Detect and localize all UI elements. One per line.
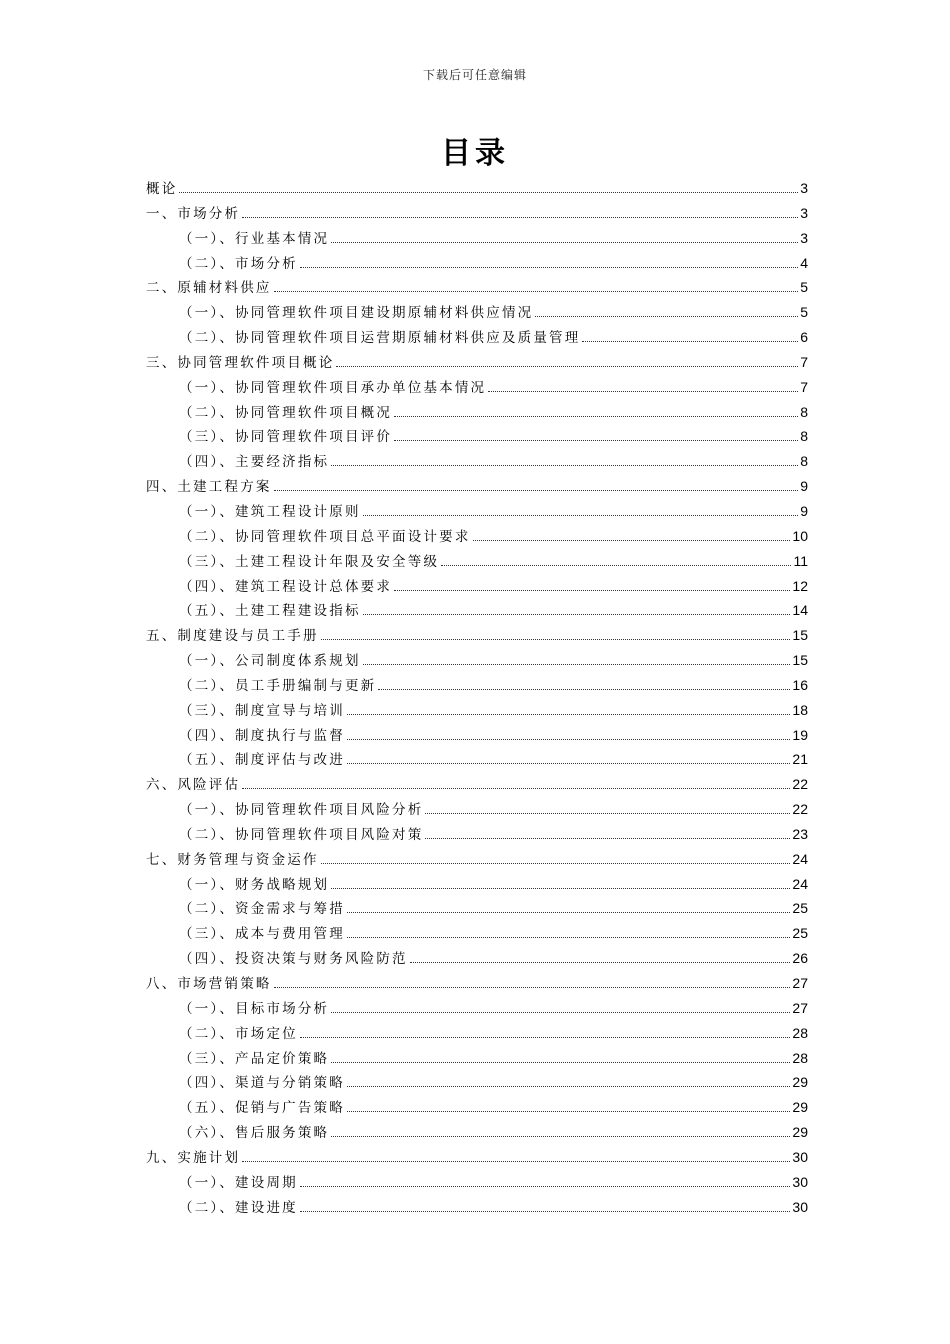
toc-dot-leader	[363, 663, 791, 665]
toc-entry-label: （一）、建筑工程设计原则	[179, 503, 361, 520]
toc-entry-label: （二）、协同管理软件项目风险对策	[179, 826, 424, 843]
toc-dot-leader	[441, 564, 791, 566]
toc-entry[interactable]	[146, 872, 808, 897]
toc-entry-page: 30	[792, 1173, 808, 1190]
toc-entry-label: （四）、建筑工程设计总体要求	[179, 578, 393, 595]
toc-dot-leader	[300, 1210, 791, 1212]
toc-entry[interactable]	[146, 449, 808, 474]
toc-entry-page: 8	[800, 453, 808, 470]
toc-entry[interactable]	[146, 549, 808, 574]
toc-entry[interactable]	[146, 896, 808, 921]
toc-dot-leader	[242, 787, 790, 789]
toc-dot-leader	[488, 390, 798, 392]
toc-entry-page: 25	[792, 900, 808, 917]
toc-entry[interactable]	[146, 772, 808, 797]
toc-dot-leader	[179, 191, 798, 193]
toc-entry-page: 26	[792, 950, 808, 967]
toc-entry[interactable]	[146, 1195, 808, 1220]
toc-entry[interactable]	[146, 1046, 808, 1071]
toc-entry-page: 23	[792, 825, 808, 842]
toc-entry-page: 15	[792, 627, 808, 644]
toc-entry-label: （二）、建设进度	[179, 1199, 298, 1216]
toc-entry-page: 6	[800, 329, 808, 346]
toc-dot-leader	[274, 489, 799, 491]
toc-dot-leader	[331, 241, 798, 243]
toc-entry-label: 六、风险评估	[146, 777, 241, 794]
toc-entry-label: 一、市场分析	[146, 205, 241, 222]
toc-entry[interactable]	[146, 847, 808, 872]
toc-entry[interactable]	[146, 424, 808, 449]
toc-entry-page: 27	[792, 975, 808, 991]
toc-entry-page: 5	[800, 304, 808, 321]
toc-entry-label: （一）、建设周期	[179, 1174, 298, 1191]
toc-entry[interactable]	[146, 176, 808, 201]
toc-entry-page: 11	[793, 552, 808, 569]
toc-entry-label: （二）、员工手册编制与更新	[179, 677, 377, 694]
toc-dot-leader	[242, 1160, 790, 1162]
toc-entry[interactable]	[146, 226, 808, 251]
toc-entry-page: 7	[800, 353, 808, 370]
page-header: 下载后可任意编辑	[422, 68, 527, 82]
toc-entry-page: 15	[792, 652, 808, 669]
toc-entry-label: 四、土建工程方案	[146, 479, 272, 496]
toc-entry[interactable]	[146, 822, 808, 847]
toc-entry-label: （六）、售后服务策略	[179, 1125, 330, 1142]
toc-entry-label: （五）、土建工程建设指标	[179, 603, 361, 620]
toc-dot-leader	[394, 415, 798, 417]
toc-dot-leader	[535, 315, 798, 317]
toc-entry-label: （三）、产品定价策略	[179, 1050, 330, 1067]
toc-entry-label: （一）、行业基本情况	[179, 230, 330, 247]
toc-entry-label: （四）、投资决策与财务风险防范	[179, 951, 408, 968]
toc-entry[interactable]	[146, 375, 808, 400]
toc-entry-page: 29	[792, 1074, 808, 1091]
toc-dot-leader	[274, 290, 799, 292]
toc-entry[interactable]	[146, 598, 808, 623]
toc-entry-label: （二）、协同管理软件项目概况	[179, 404, 393, 421]
toc-entry-page: 18	[792, 701, 808, 718]
toc-dot-leader	[331, 887, 790, 889]
toc-entry[interactable]	[146, 797, 808, 822]
toc-entry-page: 5	[800, 279, 808, 296]
toc-dot-leader	[331, 464, 798, 466]
toc-entry-page: 28	[792, 1049, 808, 1066]
toc-entry[interactable]	[146, 574, 808, 599]
toc-entry-page: 8	[800, 403, 808, 420]
toc-entry-label: 五、制度建设与员工手册	[146, 628, 319, 645]
toc-entry-page: 22	[792, 801, 808, 818]
toc-entry-page: 14	[792, 602, 808, 619]
toc-dot-leader	[347, 1085, 790, 1087]
toc-entry-page: 16	[792, 676, 808, 693]
toc-entry-page: 30	[792, 1198, 808, 1215]
toc-entry[interactable]	[146, 474, 808, 499]
toc-entry[interactable]	[146, 1095, 808, 1120]
toc-dot-leader	[300, 266, 798, 268]
toc-entry[interactable]	[146, 300, 808, 325]
toc-entry-page: 22	[792, 776, 808, 793]
toc-entry-label: （四）、制度执行与监督	[179, 727, 345, 744]
toc-dot-leader	[363, 613, 791, 615]
toc-dot-leader	[425, 812, 790, 814]
toc-entry-page: 25	[792, 925, 808, 942]
toc-dot-leader	[394, 589, 790, 591]
toc-entry-label: （三）、成本与费用管理	[179, 926, 345, 943]
toc-entry-label: （一）、协同管理软件项目建设期原辅材料供应情况	[179, 305, 534, 322]
toc-entry[interactable]	[146, 723, 808, 748]
toc-dot-leader	[300, 1185, 791, 1187]
toc-entry[interactable]	[146, 673, 808, 698]
toc-entry[interactable]	[146, 747, 808, 772]
toc-entry-label: （一）、协同管理软件项目承办单位基本情况	[179, 379, 487, 396]
toc-dot-leader	[347, 738, 790, 740]
toc-entry-page: 4	[800, 254, 808, 271]
toc-entry-label: （二）、协同管理软件项目运营期原辅材料供应及质量管理	[179, 330, 581, 347]
toc-entry-label: 七、财务管理与资金运作	[146, 851, 319, 868]
toc-dot-leader	[274, 986, 791, 988]
toc-entry-page: 29	[792, 1124, 808, 1141]
toc-entry-page: 7	[800, 378, 808, 395]
toc-dot-leader	[410, 961, 791, 963]
toc-entry[interactable]	[146, 698, 808, 723]
toc-dot-leader	[300, 1036, 791, 1038]
toc-entry[interactable]	[146, 325, 808, 350]
toc-entry-page: 28	[792, 1024, 808, 1041]
toc-entry-page: 12	[792, 577, 808, 594]
toc-entry-page: 9	[800, 478, 808, 495]
toc-entry-label: （四）、渠道与分销策略	[179, 1075, 345, 1092]
toc-dot-leader	[242, 216, 798, 218]
toc-entry[interactable]	[146, 946, 808, 971]
toc-entry-page: 3	[800, 204, 808, 221]
toc-entry-label: （二）、协同管理软件项目总平面设计要求	[179, 528, 471, 545]
toc-entry-label: （一）、公司制度体系规划	[179, 653, 361, 670]
toc-entry[interactable]	[146, 1120, 808, 1145]
toc-dot-leader	[425, 837, 790, 839]
toc-entry-page: 19	[792, 726, 808, 743]
toc-entry-label: （二）、市场定位	[179, 1025, 298, 1042]
toc-entry[interactable]	[146, 275, 808, 300]
toc-dot-leader	[347, 1110, 790, 1112]
toc-dot-leader	[331, 1011, 790, 1013]
toc-dot-leader	[331, 1135, 790, 1137]
page-title: 目录	[441, 136, 509, 171]
toc-dot-leader	[347, 911, 790, 913]
toc-entry[interactable]	[146, 971, 808, 996]
toc-dot-leader	[363, 514, 799, 516]
toc-entry-page: 30	[792, 1148, 808, 1165]
toc-entry-label: （五）、制度评估与改进	[179, 752, 345, 769]
toc-dot-leader	[473, 539, 791, 541]
toc-entry-label: （一）、财务战略规划	[179, 876, 330, 893]
toc-entry[interactable]	[146, 623, 808, 648]
toc-entry-page: 24	[792, 850, 808, 867]
toc-entry-page: 9	[800, 502, 808, 519]
toc-entry-page: 21	[792, 751, 808, 768]
toc-entry-label: （三）、土建工程设计年限及安全等级	[179, 553, 440, 570]
toc-entry-page: 27	[792, 999, 808, 1016]
table-of-contents	[146, 176, 808, 1219]
toc-entry[interactable]	[146, 1170, 808, 1195]
toc-dot-leader	[321, 862, 791, 864]
toc-entry-label: （三）、协同管理软件项目评价	[179, 429, 393, 446]
toc-dot-leader	[321, 638, 791, 640]
toc-entry-page: 10	[792, 527, 808, 544]
toc-entry-page: 29	[792, 1099, 808, 1116]
toc-dot-leader	[347, 713, 790, 715]
toc-dot-leader	[394, 439, 798, 441]
toc-entry-page: 3	[800, 180, 808, 196]
toc-entry-page: 24	[792, 875, 808, 892]
toc-dot-leader	[582, 340, 798, 342]
toc-entry[interactable]	[146, 1145, 808, 1170]
toc-entry-label: 二、原辅材料供应	[146, 280, 272, 297]
toc-entry-page: 8	[800, 428, 808, 445]
toc-entry-label: 概论	[146, 181, 178, 197]
toc-entry[interactable]	[146, 350, 808, 375]
toc-entry[interactable]	[146, 1021, 808, 1046]
toc-entry-label: （二）、市场分析	[179, 255, 298, 272]
toc-entry-label: （二）、资金需求与筹措	[179, 901, 345, 918]
toc-entry-page: 3	[800, 229, 808, 246]
toc-entry-label: （一）、协同管理软件项目风险分析	[179, 802, 424, 819]
toc-entry-label: 三、协同管理软件项目概论	[146, 354, 335, 371]
toc-dot-leader	[378, 688, 790, 690]
toc-dot-leader	[336, 365, 798, 367]
toc-dot-leader	[331, 1061, 790, 1063]
toc-dot-leader	[347, 762, 790, 764]
toc-entry[interactable]	[146, 524, 808, 549]
toc-entry[interactable]	[146, 921, 808, 946]
toc-entry[interactable]	[146, 1070, 808, 1095]
toc-entry-label: （四）、主要经济指标	[179, 454, 330, 471]
toc-entry-label: 八、市场营销策略	[146, 976, 272, 992]
toc-entry-label: （三）、制度宣导与培训	[179, 702, 345, 719]
toc-entry-label: （五）、促销与广告策略	[179, 1100, 345, 1117]
toc-entry[interactable]	[146, 251, 808, 276]
toc-entry-label: 九、实施计划	[146, 1149, 241, 1166]
toc-entry[interactable]	[146, 996, 808, 1021]
toc-entry[interactable]	[146, 499, 808, 524]
toc-entry-label: （一）、目标市场分析	[179, 1000, 330, 1017]
toc-dot-leader	[347, 936, 790, 938]
toc-entry[interactable]	[146, 400, 808, 425]
toc-entry[interactable]	[146, 201, 808, 226]
toc-entry[interactable]	[146, 648, 808, 673]
